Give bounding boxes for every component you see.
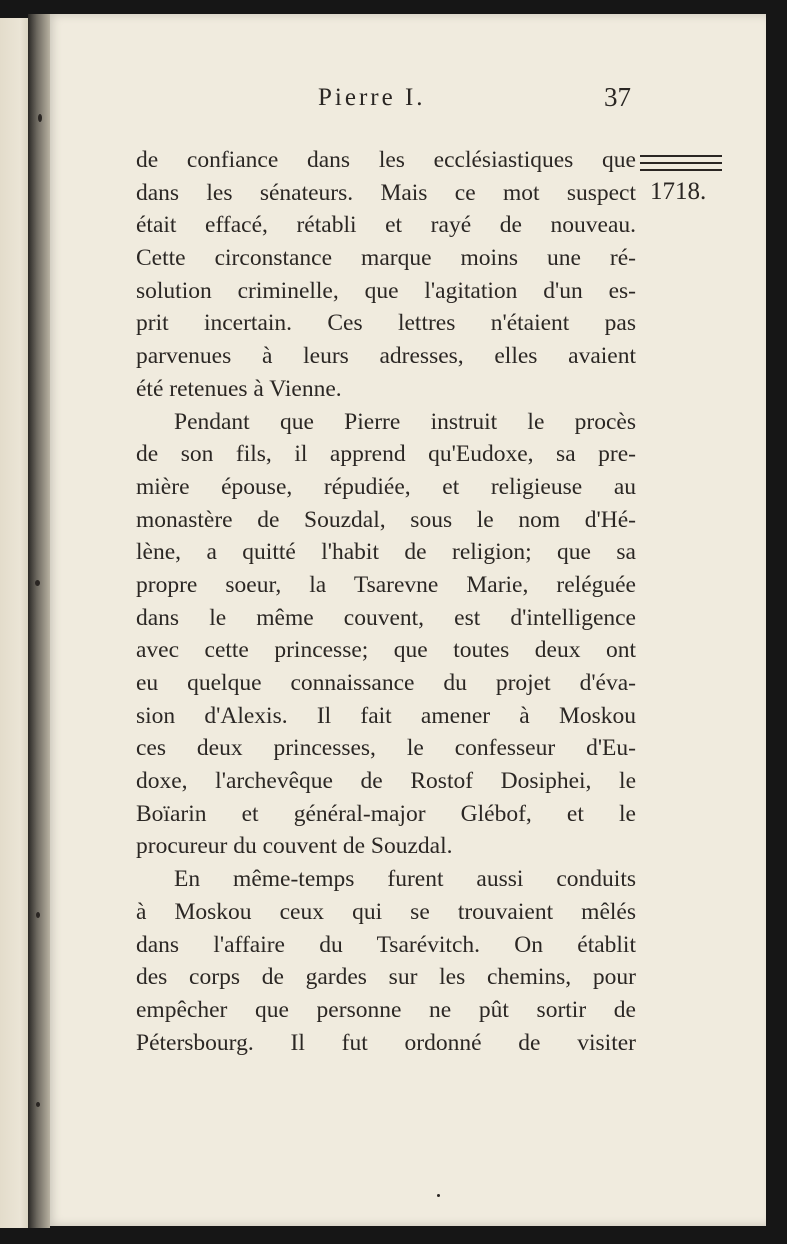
margin-speck bbox=[38, 114, 42, 122]
margin-speck bbox=[35, 580, 40, 586]
margin-speck bbox=[36, 912, 40, 918]
page-number: 37 bbox=[604, 82, 631, 112]
text-line: parvenues à leurs adresses, elles avaient bbox=[136, 343, 636, 370]
text-line: était effacé, rétabli et rayé de nouveau. bbox=[136, 212, 636, 239]
text-line: empêcher que personne ne pût sortir de bbox=[136, 996, 636, 1023]
text-line: Cette circonstance marque moins une ré- bbox=[136, 245, 636, 272]
margin-rule bbox=[640, 162, 722, 164]
text-line: sion d'Alexis. Il fait amener à Moskou bbox=[136, 702, 636, 729]
text-line: procureur du couvent de Souzdal. bbox=[136, 833, 453, 860]
text-line: de confiance dans les ecclésiastiques que bbox=[136, 147, 636, 173]
text-line: eu quelque connaissance du projet d'éva- bbox=[136, 670, 636, 696]
page-speck bbox=[437, 1194, 440, 1197]
text-line: Pétersbourg. Il fut ordonné de visiter bbox=[136, 1029, 636, 1056]
text-line: ces deux princesses, le confesseur d'Eu- bbox=[136, 735, 636, 762]
text-line: avec cette princesse; que toutes deux ont bbox=[136, 637, 636, 664]
text-line: de son fils, il apprend qu'Eudoxe, sa pre- bbox=[136, 441, 636, 468]
text-line: prit incertain. Ces lettres n'étaient pas bbox=[136, 310, 636, 337]
text-line: propre soeur, la Tsarevne Marie, reléguée bbox=[136, 571, 636, 598]
margin-year-note: 1718. bbox=[650, 178, 707, 205]
margin-rule bbox=[640, 169, 722, 171]
running-head bbox=[0, 84, 787, 124]
text-line: été retenues à Vienne. bbox=[136, 375, 342, 402]
book-gutter bbox=[28, 14, 50, 1228]
text-line: à Moskou ceux qui se trouvaient mêlés bbox=[136, 898, 636, 925]
margin-rule bbox=[640, 155, 722, 157]
body-text bbox=[136, 144, 636, 1059]
text-line: lène, a quitté l'habit de religion; que sa bbox=[136, 539, 636, 566]
text-line: En même-temps furent aussi conduits bbox=[174, 866, 636, 893]
text-line: mière épouse, répudiée, et religieuse au bbox=[136, 473, 636, 500]
text-line: monastère de Souzdal, sous le nom d'Hé- bbox=[136, 506, 636, 533]
text-line: Boïarin et général-major Glébof, et le bbox=[136, 800, 636, 827]
margin-speck bbox=[36, 1102, 40, 1107]
text-line: des corps de gardes sur les chemins, pour bbox=[136, 964, 636, 991]
running-head-title: Pierre I. bbox=[318, 84, 426, 111]
text-line: dans les sénateurs. Mais ce mot suspect bbox=[136, 179, 636, 206]
text-line: dans l'affaire du Tsarévitch. On établit bbox=[136, 931, 636, 958]
text-line: dans le même couvent, est d'intelligence bbox=[136, 604, 636, 631]
text-line: solution criminelle, que l'agitation d'un es- bbox=[136, 277, 636, 304]
text-line: Pendant que Pierre instruit le procès bbox=[174, 408, 636, 435]
text-line: doxe, l'archevêque de Rostof Dosiphei, le bbox=[136, 768, 636, 795]
